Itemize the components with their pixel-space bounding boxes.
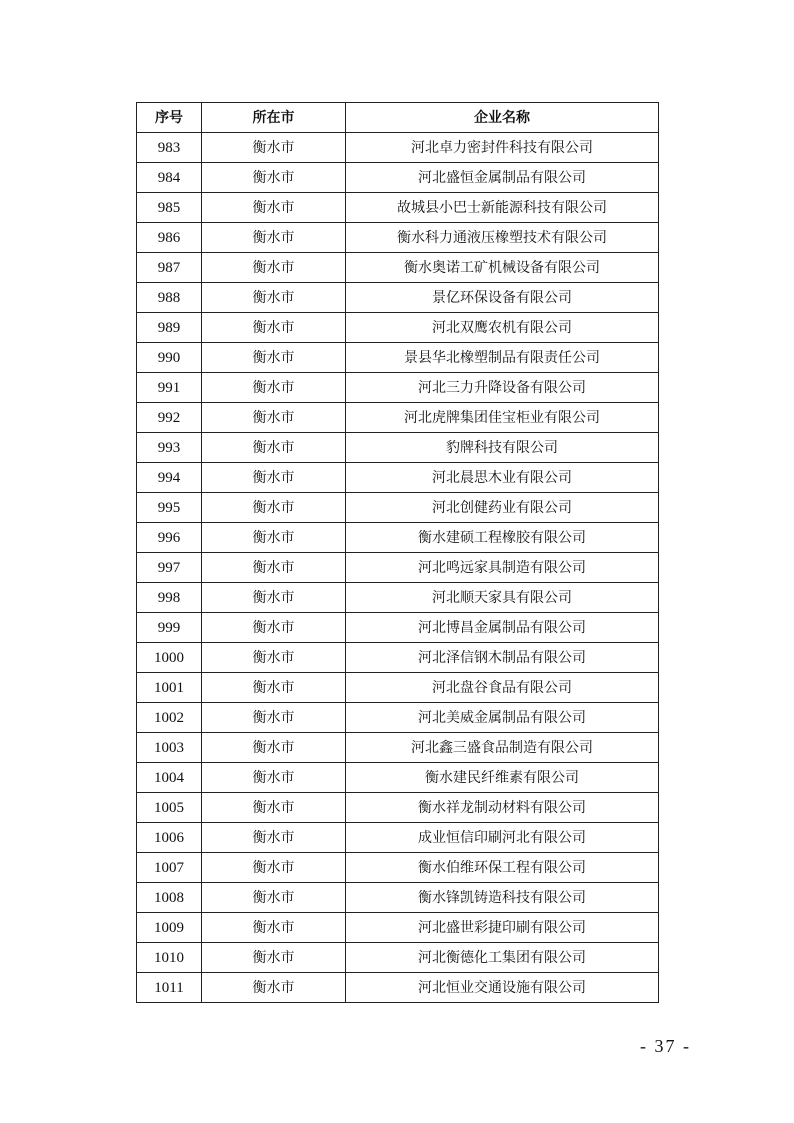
table-row: [137, 613, 659, 643]
row-city: 衡水市: [202, 493, 346, 523]
table-row: [137, 553, 659, 583]
row-serial-number: 1003: [137, 733, 202, 763]
table-row: [137, 763, 659, 793]
row-serial-number: 988: [137, 283, 202, 313]
row-city: 衡水市: [202, 133, 346, 163]
row-company-name: 河北虎牌集团佳宝柜业有限公司: [346, 403, 659, 433]
table-row: [137, 733, 659, 763]
table-row: [137, 793, 659, 823]
row-serial-number: 999: [137, 613, 202, 643]
row-serial-number: 1004: [137, 763, 202, 793]
row-serial-number: 992: [137, 403, 202, 433]
row-city: 衡水市: [202, 853, 346, 883]
table-row: [137, 853, 659, 883]
header-city: 所在市: [202, 103, 346, 133]
row-serial-number: 1011: [137, 973, 202, 1003]
row-city: 衡水市: [202, 553, 346, 583]
row-serial-number: 1001: [137, 673, 202, 703]
row-city: 衡水市: [202, 313, 346, 343]
row-company-name: 河北鸣远家具制造有限公司: [346, 553, 659, 583]
page-number: - 37 -: [640, 1036, 691, 1056]
row-company-name: 景亿环保设备有限公司: [346, 283, 659, 313]
row-company-name: 衡水建民纤维素有限公司: [346, 763, 659, 793]
table-header-row: [137, 103, 659, 133]
table-row: [137, 913, 659, 943]
row-serial-number: 1006: [137, 823, 202, 853]
row-company-name: 河北泽信钢木制品有限公司: [346, 643, 659, 673]
table-row: [137, 313, 659, 343]
row-serial-number: 986: [137, 223, 202, 253]
row-company-name: 河北盛世彩捷印刷有限公司: [346, 913, 659, 943]
row-company-name: 河北双鹰农机有限公司: [346, 313, 659, 343]
row-serial-number: 985: [137, 193, 202, 223]
table-row: [137, 223, 659, 253]
row-company-name: 河北卓力密封件科技有限公司: [346, 133, 659, 163]
table-row: [137, 703, 659, 733]
row-company-name: 衡水锋凯铸造科技有限公司: [346, 883, 659, 913]
table-row: [137, 883, 659, 913]
row-serial-number: 1009: [137, 913, 202, 943]
row-company-name: 河北创健药业有限公司: [346, 493, 659, 523]
row-city: 衡水市: [202, 373, 346, 403]
row-serial-number: 1007: [137, 853, 202, 883]
row-city: 衡水市: [202, 943, 346, 973]
table-row: [137, 643, 659, 673]
row-serial-number: 1008: [137, 883, 202, 913]
row-company-name: 豹牌科技有限公司: [346, 433, 659, 463]
table-row: [137, 253, 659, 283]
table-row: [137, 433, 659, 463]
row-company-name: 河北恒业交通设施有限公司: [346, 973, 659, 1003]
row-city: 衡水市: [202, 193, 346, 223]
row-city: 衡水市: [202, 913, 346, 943]
row-serial-number: 987: [137, 253, 202, 283]
row-city: 衡水市: [202, 823, 346, 853]
row-serial-number: 995: [137, 493, 202, 523]
row-serial-number: 998: [137, 583, 202, 613]
row-serial-number: 994: [137, 463, 202, 493]
row-city: 衡水市: [202, 793, 346, 823]
row-serial-number: 1002: [137, 703, 202, 733]
row-company-name: 衡水科力通液压橡塑技术有限公司: [346, 223, 659, 253]
table-row: [137, 463, 659, 493]
table-row: [137, 583, 659, 613]
row-company-name: 河北衡德化工集团有限公司: [346, 943, 659, 973]
row-city: 衡水市: [202, 733, 346, 763]
row-city: 衡水市: [202, 463, 346, 493]
row-city: 衡水市: [202, 703, 346, 733]
row-city: 衡水市: [202, 643, 346, 673]
table-row: [137, 523, 659, 553]
row-city: 衡水市: [202, 433, 346, 463]
row-city: 衡水市: [202, 343, 346, 373]
header-company-name: 企业名称: [346, 103, 659, 133]
row-company-name: 河北盛恒金属制品有限公司: [346, 163, 659, 193]
row-city: 衡水市: [202, 583, 346, 613]
table-row: [137, 973, 659, 1003]
row-serial-number: 1000: [137, 643, 202, 673]
row-city: 衡水市: [202, 673, 346, 703]
row-city: 衡水市: [202, 973, 346, 1003]
row-company-name: 河北三力升降设备有限公司: [346, 373, 659, 403]
row-company-name: 河北博昌金属制品有限公司: [346, 613, 659, 643]
row-serial-number: 996: [137, 523, 202, 553]
table-row: [137, 823, 659, 853]
row-company-name: 河北美威金属制品有限公司: [346, 703, 659, 733]
table-row: [137, 343, 659, 373]
row-city: 衡水市: [202, 763, 346, 793]
row-company-name: 景县华北橡塑制品有限责任公司: [346, 343, 659, 373]
table-row: [137, 403, 659, 433]
row-company-name: 河北鑫三盛食品制造有限公司: [346, 733, 659, 763]
header-serial-number: 序号: [137, 103, 202, 133]
row-company-name: 成业恒信印刷河北有限公司: [346, 823, 659, 853]
table-row: [137, 163, 659, 193]
row-serial-number: 983: [137, 133, 202, 163]
table-body: [137, 133, 659, 1003]
row-company-name: 衡水伯维环保工程有限公司: [346, 853, 659, 883]
row-serial-number: 989: [137, 313, 202, 343]
table-row: [137, 673, 659, 703]
row-city: 衡水市: [202, 403, 346, 433]
row-company-name: 衡水奥诺工矿机械设备有限公司: [346, 253, 659, 283]
row-serial-number: 1005: [137, 793, 202, 823]
row-company-name: 衡水建硕工程橡胶有限公司: [346, 523, 659, 553]
row-serial-number: 997: [137, 553, 202, 583]
table-row: [137, 193, 659, 223]
table-row: [137, 493, 659, 523]
row-city: 衡水市: [202, 523, 346, 553]
company-list-table: [136, 102, 659, 1003]
row-city: 衡水市: [202, 883, 346, 913]
row-serial-number: 991: [137, 373, 202, 403]
table-row: [137, 283, 659, 313]
row-city: 衡水市: [202, 283, 346, 313]
row-company-name: 河北顺天家具有限公司: [346, 583, 659, 613]
row-city: 衡水市: [202, 613, 346, 643]
row-company-name: 故城县小巴士新能源科技有限公司: [346, 193, 659, 223]
table-row: [137, 373, 659, 403]
row-serial-number: 990: [137, 343, 202, 373]
row-company-name: 衡水祥龙制动材料有限公司: [346, 793, 659, 823]
row-serial-number: 984: [137, 163, 202, 193]
row-city: 衡水市: [202, 223, 346, 253]
row-company-name: 河北盘谷食品有限公司: [346, 673, 659, 703]
row-company-name: 河北晨思木业有限公司: [346, 463, 659, 493]
row-serial-number: 993: [137, 433, 202, 463]
row-serial-number: 1010: [137, 943, 202, 973]
row-city: 衡水市: [202, 163, 346, 193]
table-row: [137, 133, 659, 163]
row-city: 衡水市: [202, 253, 346, 283]
table-row: [137, 943, 659, 973]
